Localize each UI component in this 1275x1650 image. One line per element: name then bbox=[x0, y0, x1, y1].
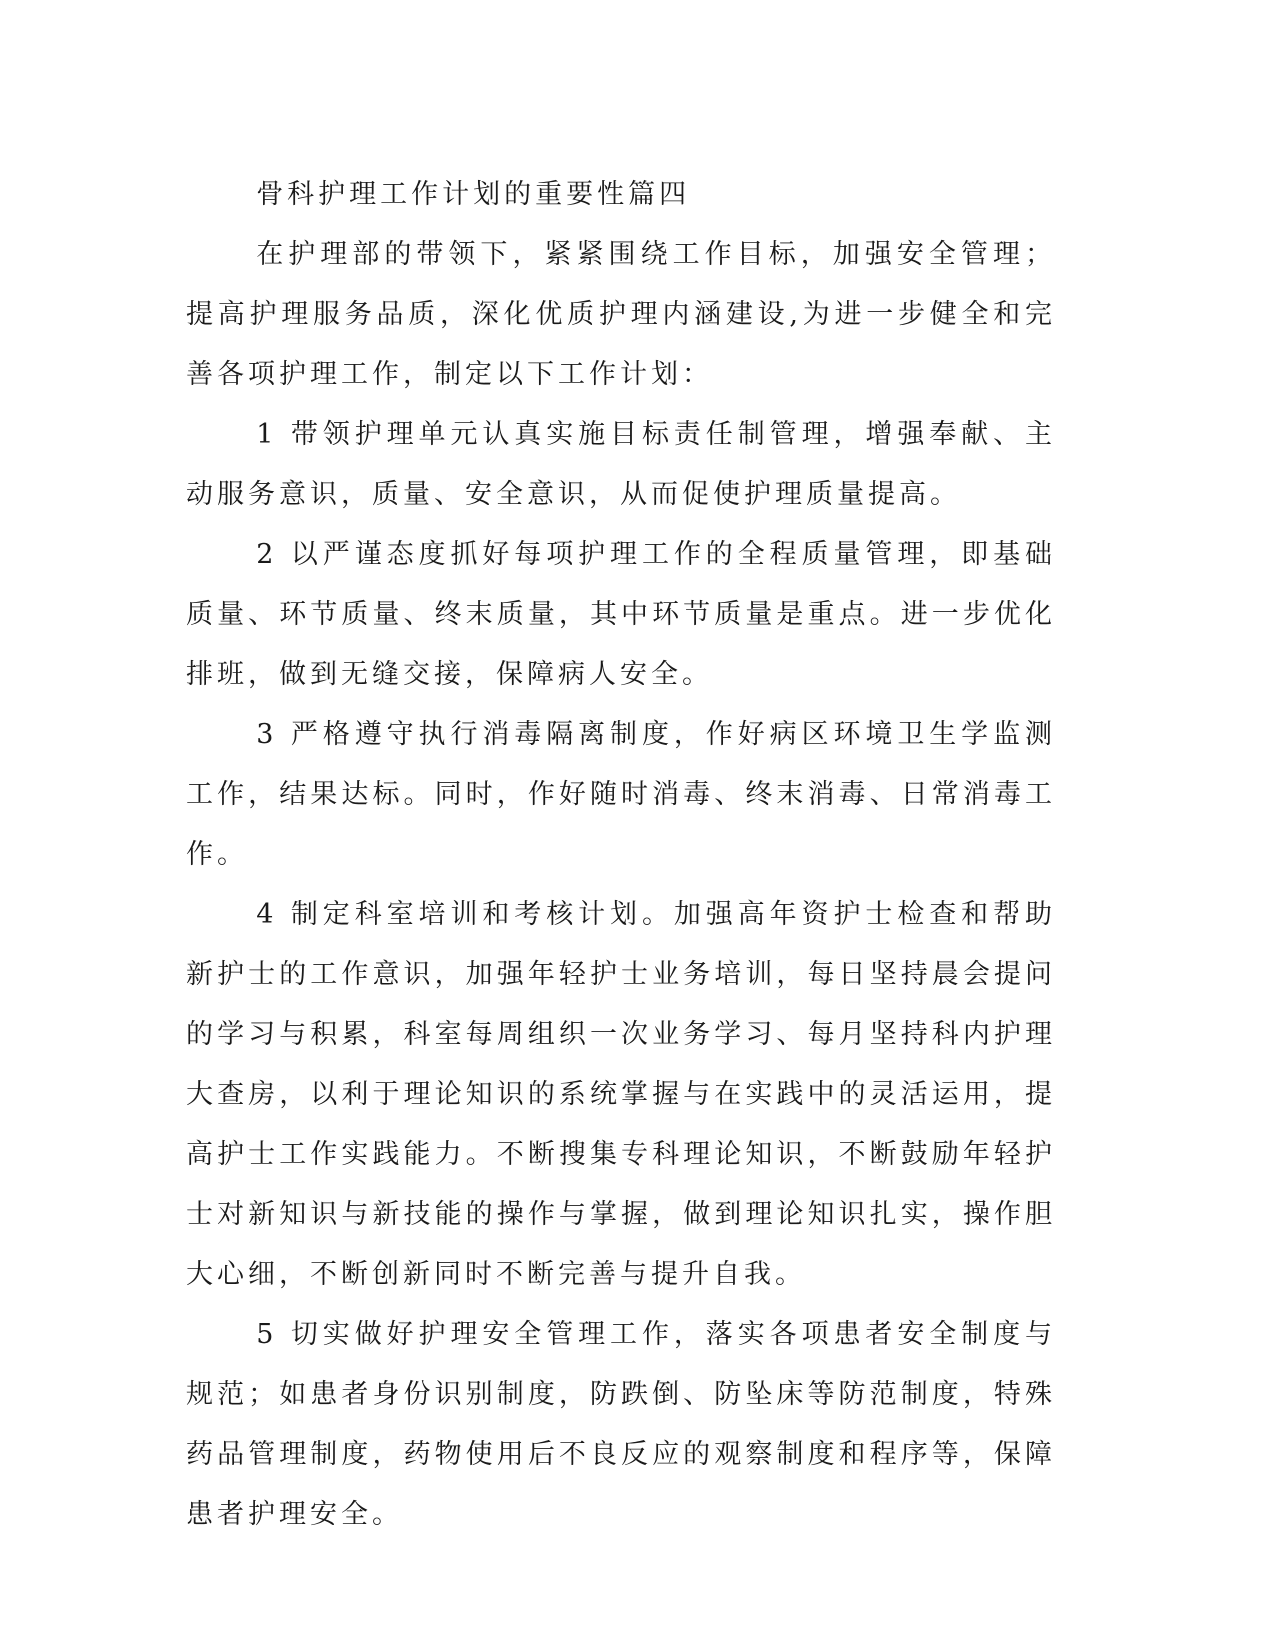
plan-item-1: 1 带领护理单元认真实施目标责任制管理，增强奉献、主动服务意识，质量、安全意识，从而促使护理质量提高。 bbox=[186, 419, 1056, 510]
document-body bbox=[186, 165, 1056, 1545]
intro-paragraph: 在护理部的带领下，紧紧围绕工作目标，加强安全管理；提高护理服务品质，深化优质护理内涵建设,为进一步健全和完善各项护理工作，制定以下工作计划： bbox=[186, 239, 1056, 390]
document-title: 骨科护理工作计划的重要性篇四 bbox=[256, 179, 691, 210]
plan-item-2: 2 以严谨态度抓好每项护理工作的全程质量管理，即基础质量、环节质量、终末质量，其中环节质量是重点。进一步优化排班，做到无缝交接，保障病人安全。 bbox=[186, 539, 1056, 690]
plan-item-4: 4 制定科室培训和考核计划。加强高年资护士检查和帮助新护士的工作意识，加强年轻护士业务培训，每日坚持晨会提问的学习与积累，科室每周组织一次业务学习、每月坚持科内护理大查房，以利于理论知识的系统掌握与在实践中的灵活运用，提高护士工作实践能力。不断搜集专科理论知识，不断鼓励年轻护士对新知识与新技能的操作与掌握，做到理论知识扎实，操作胆大心细，不断创新同时不断完善与提升自我。 bbox=[186, 899, 1056, 1290]
plan-item-3: 3 严格遵守执行消毒隔离制度，作好病区环境卫生学监测工作，结果达标。同时，作好随时消毒、终末消毒、日常消毒工作。 bbox=[186, 719, 1056, 870]
plan-item-5: 5 切实做好护理安全管理工作，落实各项患者安全制度与规范；如患者身份识别制度，防跌倒、防坠床等防范制度，特殊药品管理制度，药物使用后不良反应的观察制度和程序等，保障患者护理安全。 bbox=[186, 1319, 1056, 1530]
